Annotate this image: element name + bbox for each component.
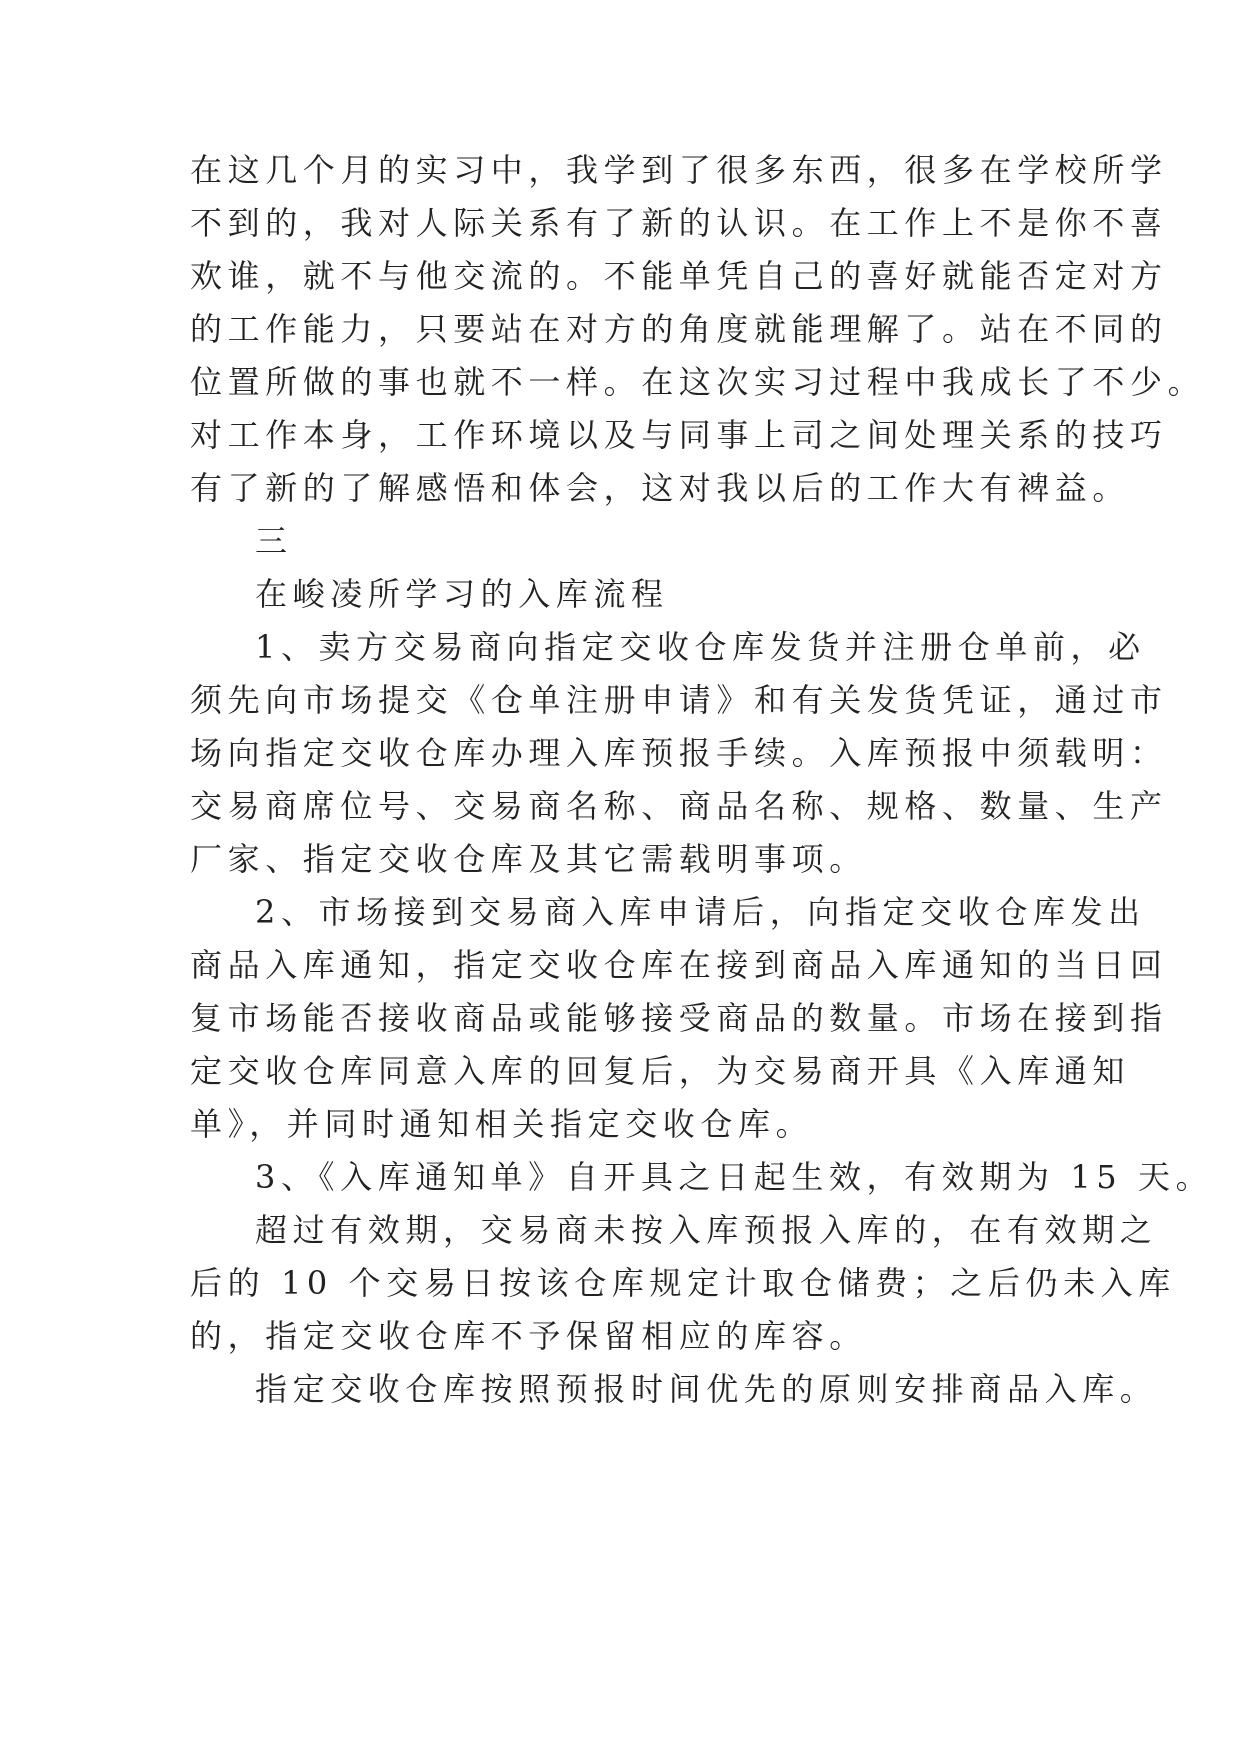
body-text-line: 不到的，我对人际关系有了新的认识。在工作上不是你不喜 <box>190 204 1168 242</box>
body-text-line: 复市场能否接收商品或能够接受商品的数量。市场在接到指 <box>190 999 1168 1037</box>
body-text-line: 商品入库通知，指定交收仓库在接到商品入库通知的当日回 <box>190 946 1168 984</box>
body-text-line: 后的 10 个交易日按该仓库规定计取仓储费；之后仍未入库 <box>190 1264 1176 1302</box>
section-number: 三 <box>255 522 293 560</box>
body-text-line: 场向指定交收仓库办理入库预报手续。入库预报中须载明： <box>190 734 1168 772</box>
body-text-line: 超过有效期，交易商未按入库预报入库的，在有效期之 <box>255 1211 1158 1249</box>
body-text-line: 须先向市场提交《仓单注册申请》和有关发货凭证，通过市 <box>190 681 1168 719</box>
body-text-line: 对工作本身，工作环境以及与同事上司之间处理关系的技巧 <box>190 416 1168 454</box>
body-text-line: 2、市场接到交易商入库申请后，向指定交收仓库发出 <box>255 893 1146 931</box>
body-text-line: 厂家、指定交收仓库及其它需载明事项。 <box>190 840 867 878</box>
body-text-line: 3、《入库通知单》自开具之日起生效，有效期为 15 天。 <box>255 1158 1214 1196</box>
section-heading: 在峻凌所学习的入库流程 <box>255 575 669 613</box>
body-text-line: 单》，并同时通知相关指定交收仓库。 <box>190 1105 814 1143</box>
body-text-line: 1、卖方交易商向指定交收仓库发货并注册仓单前，必 <box>255 628 1146 666</box>
body-text-line: 交易商席位号、交易商名称、商品名称、规格、数量、生产 <box>190 787 1168 825</box>
body-text-line: 欢谁，就不与他交流的。不能单凭自己的喜好就能否定对方 <box>190 257 1168 295</box>
body-text-line: 的，指定交收仓库不予保留相应的库容。 <box>190 1317 867 1355</box>
body-text-line: 在这几个月的实习中，我学到了很多东西，很多在学校所学 <box>190 151 1168 189</box>
body-text-line: 定交收仓库同意入库的回复后，为交易商开具《入库通知 <box>190 1052 1131 1090</box>
body-text-line: 位置所做的事也就不一样。在这次实习过程中我成长了不少。 <box>190 363 1206 401</box>
body-text-line: 指定交收仓库按照预报时间优先的原则安排商品入库。 <box>255 1370 1158 1408</box>
body-text-line: 有了新的了解感悟和体会，这对我以后的工作大有裨益。 <box>190 469 1131 507</box>
body-text-line: 的工作能力，只要站在对方的角度就能理解了。站在不同的 <box>190 310 1168 348</box>
